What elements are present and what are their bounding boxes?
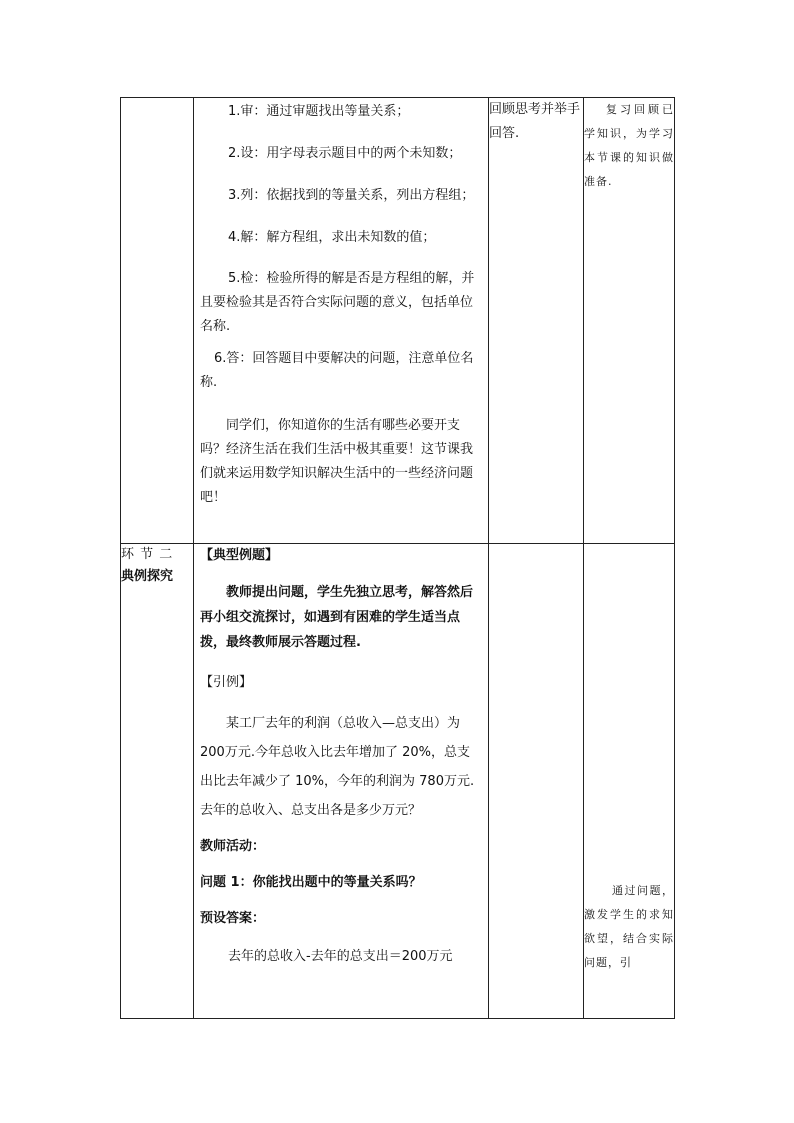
lesson-plan-table <box>120 97 675 1019</box>
table-row <box>121 544 675 1019</box>
step-2: 2.设：用字母表示题目中的两个未知数； <box>228 146 462 161</box>
stage-title: 典例探究 <box>121 569 174 584</box>
design-note-cell: 复习回顾已学知识，为学习本节课的知识做准备. <box>584 98 675 544</box>
stage-cell <box>121 98 194 544</box>
step-5: 5.检：检验所得的解是否是方程组的解，并且要检验其是否符合实际问题的意义，包括单位名称. <box>200 271 475 334</box>
teacher-activity-cell <box>194 98 489 544</box>
example-heading: 【引例】 <box>200 675 253 690</box>
student-activity-cell <box>489 544 584 1019</box>
step-1: 1.审：通过审题找出等量关系； <box>228 104 410 119</box>
question-1: 问题 1：你能找出题中的等量关系吗？ <box>200 875 422 890</box>
answer-1: 去年的总收入-去年的总支出＝200万元 <box>228 949 453 964</box>
example-text: 某工厂去年的利润（总收入—总支出）为200万元.今年总收入比去年增加了 20%，总支出比去年减少了 10%，今年的利润为 780万元.去年的总收入、总支出各是多少万元？ <box>200 716 475 818</box>
intro-paragraph: 同学们，你知道你的生活有哪些必要开支吗？经济生活在我们生活中极其重要！这节课我们就来运用数学知识解决生活中的一些经济问题吧！ <box>200 418 474 505</box>
step-4: 4.解：解方程组，求出未知数的值； <box>228 230 436 245</box>
teacher-activity-cell <box>194 544 489 1019</box>
step-3: 3.列：依据找到的等量关系，列出方程组； <box>228 188 475 203</box>
teacher-activity-label: 教师活动： <box>200 839 266 854</box>
design-note-cell: 通过问题，激发学生的求知欲望，结合实际问题，引 <box>584 544 675 1019</box>
step-6: 6.答：回答题目中要解决的问题，注意单位名称. <box>200 351 474 390</box>
table-row <box>121 98 675 544</box>
student-activity-cell: 回顾思考并举手回答. <box>489 98 584 544</box>
stage-label: 环 节 二 <box>121 547 174 562</box>
stage-cell <box>121 544 194 1019</box>
teacher-instruction: 教师提出问题，学生先独立思考，解答然后再小组交流探讨，如遇到有困难的学生适当点拨，最终教师展示答题过程. <box>200 585 474 650</box>
section-heading: 【典型例题】 <box>200 548 279 563</box>
preset-answer-label: 预设答案： <box>200 911 266 926</box>
